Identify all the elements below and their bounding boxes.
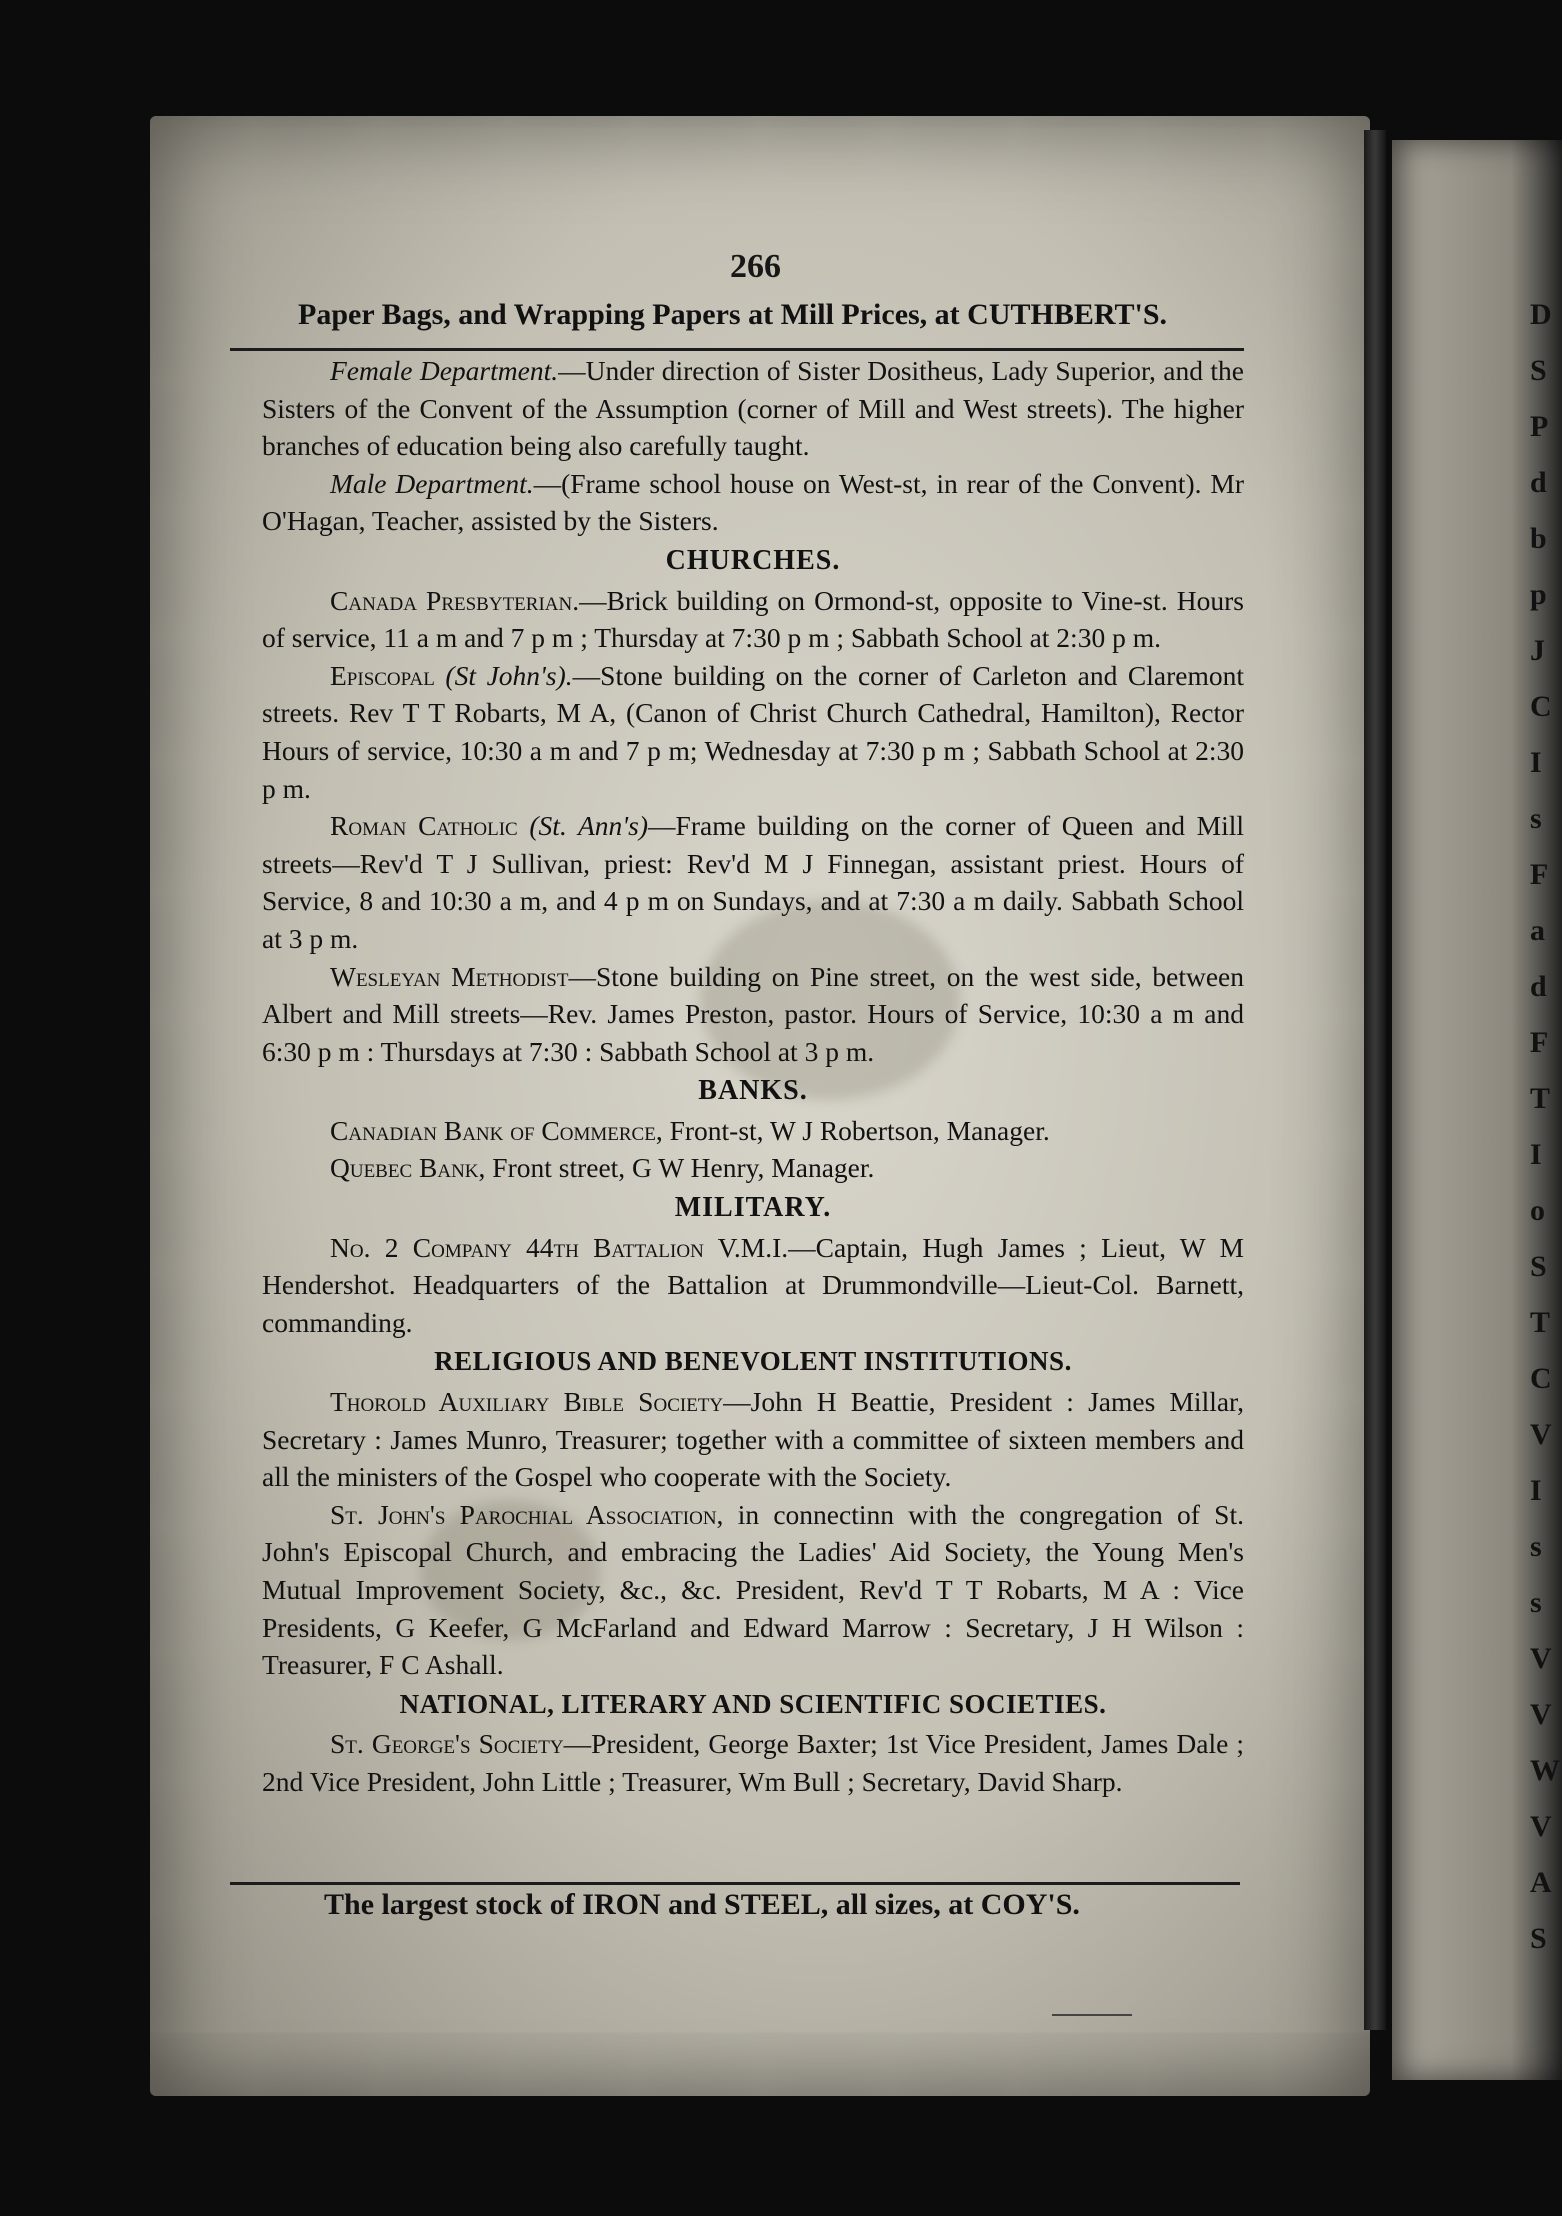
adjacent-page-letter: a <box>1530 914 1545 947</box>
adjacent-page-letter: I <box>1530 1474 1542 1507</box>
parochial-association-text: in connectinn with the congregation of St. John's Episcopal Church, and embracing the Ladies' Aid Society, the Young Men's Mutual Improvement Society, &c., &c. President, Rev'd T T Robarts, M A : Vice Presidents, G Keefer, G McFarland and Edward Marrow : Secretary, J H Wilson : Treasurer, F C Ashall. <box>262 1498 1244 1681</box>
adjacent-page-letter: d <box>1530 466 1547 499</box>
adjacent-page-letter: C <box>1530 1362 1552 1395</box>
male-department-text: —(Frame school house on West-st, in rear of the Convent). Mr O'Hagan, Teacher, assisted by the Sisters. <box>262 467 1245 537</box>
pencil-mark <box>1052 2014 1132 2016</box>
female-department-text: —Under direction of Sister Dositheus, Lady Superior, and the Sisters of the Convent of the Assumption (corner of Mill and West streets). The higher branches of education being also carefully taught. <box>262 355 1244 462</box>
adjacent-page-letter: D <box>1530 298 1552 331</box>
adjacent-page-letter: W <box>1530 1754 1560 1787</box>
adjacent-page-letter: s <box>1530 1530 1542 1563</box>
adjacent-page-letter: V <box>1530 1698 1552 1731</box>
adjacent-page-letter: C <box>1530 690 1552 723</box>
adjacent-page-letter: d <box>1530 970 1547 1003</box>
page-body <box>262 352 1244 1801</box>
adjacent-page-letter: S <box>1530 1922 1547 1955</box>
religious-heading: RELIGIOUS AND BENEVOLENT INSTITUTIONS. <box>434 1346 1072 1377</box>
quebec-bank-text: Front street, G W Henry, Manager. <box>492 1152 875 1184</box>
adjacent-page-letter: F <box>1530 1026 1549 1059</box>
adjacent-page-letter: T <box>1530 1306 1551 1339</box>
canada-presbyterian-entry <box>262 582 1244 657</box>
bible-society-name: Thorold Auxiliary Bible Society <box>330 1386 724 1418</box>
canada-presbyterian-name: Canada Presbyterian. <box>330 584 580 616</box>
commerce-bank-entry <box>262 1112 1244 1150</box>
adjacent-page-letter: p <box>1530 578 1547 611</box>
adjacent-page-letter: o <box>1530 1194 1545 1227</box>
female-department-label: Female Department. <box>330 355 559 386</box>
adjacent-page-letter: T <box>1530 1082 1551 1115</box>
st-georges-text: —President, George Baxter; 1st Vice President, James Dale ; 2nd Vice President, John Little ; Treasurer, Wm Bull ; Secretary, David Sharp. <box>262 1728 1244 1797</box>
adjacent-page-letter: b <box>1530 522 1547 555</box>
adjacent-page-letter: S <box>1530 354 1547 387</box>
episcopal-text: —Stone building on the corner of Carleton and Claremont streets. Rev T T Robarts, M A, (Canon of Christ Church Cathedral, Hamilton), Rector Hours of service, 10:30 a m and 7 p m; Wednesday at 7:30 p m ; Sabbath School at 2:30 p m. <box>262 659 1245 804</box>
commerce-bank-text: Front-st, W J Robertson, Manager. <box>669 1114 1050 1146</box>
wesleyan-entry <box>262 958 1244 1071</box>
adjacent-page-letters <box>1530 298 1560 1980</box>
roman-catholic-name: Roman Catholic <box>330 810 518 842</box>
quebec-bank-entry <box>262 1149 1244 1187</box>
adjacent-page-letter: V <box>1530 1810 1552 1843</box>
canada-presbyterian-text: —Brick building on Ormond-st, opposite to Vine-st. Hours of service, 11 a m and 7 p m ; Thursday at 7:30 p m ; Sabbath School at 2:30 p m. <box>262 584 1245 654</box>
military-text: V.M.I.—Captain, Hugh James ; Lieut, W M Hendershot. Headquarters of the Battalion at Drummondville—Lieut-Col. Barnett, commanding. <box>262 1231 1244 1338</box>
national-heading: NATIONAL, LITERARY AND SCIENTIFIC SOCIETIES. <box>399 1688 1107 1719</box>
male-department-paragraph <box>262 465 1244 540</box>
adjacent-page-letter: s <box>1530 802 1542 835</box>
adjacent-page-letter: F <box>1530 858 1549 891</box>
roman-catholic-church: (St. Ann's) <box>529 810 649 842</box>
adjacent-page-letter: J <box>1530 634 1545 667</box>
churches-heading: CHURCHES. <box>665 544 841 576</box>
page-number: 266 <box>730 248 781 285</box>
st-georges-name: St. George's Society <box>330 1728 564 1760</box>
banks-heading: BANKS. <box>698 1075 808 1107</box>
adjacent-page-letter: A <box>1530 1866 1552 1899</box>
adjacent-page-letter: s <box>1530 1586 1542 1619</box>
adjacent-page-letter: S <box>1530 1250 1547 1283</box>
st-georges-entry <box>262 1725 1244 1800</box>
bible-society-entry <box>262 1383 1244 1496</box>
episcopal-name: Episcopal <box>330 659 435 691</box>
header-rule <box>230 348 1244 351</box>
military-heading: MILITARY. <box>674 1192 832 1224</box>
male-department-label: Male Department. <box>330 467 534 499</box>
episcopal-church: (St John's). <box>445 659 573 691</box>
book-spine <box>1364 130 1386 2030</box>
episcopal-entry <box>262 657 1244 807</box>
adjacent-page-letter: V <box>1530 1418 1552 1451</box>
bible-society-text: —John H Beattie, President : James Millar, Secretary : James Munro, Treasurer; together with a committee of sixteen members and all the ministers of the Gospel who cooperate with the Society. <box>262 1386 1244 1493</box>
quebec-bank-name: Quebec Bank, <box>330 1152 486 1184</box>
running-foot: The largest stock of IRON and STEEL, all sizes, at COY'S. <box>324 1888 1080 1921</box>
roman-catholic-text: —Frame building on the corner of Queen and Mill streets—Rev'd T J Sullivan, priest: Rev'd M J Finnegan, assistant priest. Hours of Service, 8 and 10:30 a m, and 4 p m on Sundays, and at 7:30 a m daily. Sabbath School at 3 p m. <box>262 810 1245 954</box>
parochial-association-name: St. John's Parochial Association, <box>330 1498 724 1530</box>
roman-catholic-entry <box>262 807 1244 957</box>
adjacent-page-letter: V <box>1530 1642 1552 1675</box>
parochial-association-entry <box>262 1496 1244 1684</box>
running-head: Paper Bags, and Wrapping Papers at Mill Prices, at CUTHBERT'S. <box>298 298 1168 331</box>
adjacent-page-letter: I <box>1530 746 1542 779</box>
female-department-paragraph <box>262 352 1244 465</box>
wesleyan-text: —Stone building on Pine street, on the west side, between Albert and Mill streets—Rev. James Preston, pastor. Hours of Service, 10:30 a m and 6:30 p m : Thursdays at 7:30 : Sabbath School at 3 p m. <box>262 960 1244 1067</box>
adjacent-page-letter: P <box>1530 410 1549 443</box>
commerce-bank-name: Canadian Bank of Commerce, <box>330 1114 663 1146</box>
wesleyan-name: Wesleyan Methodist <box>330 960 569 992</box>
adjacent-page-letter: I <box>1530 1138 1542 1171</box>
military-entry <box>262 1229 1244 1342</box>
military-name: No. 2 Company 44th Battalion <box>330 1231 704 1263</box>
footer-rule <box>230 1882 1240 1885</box>
